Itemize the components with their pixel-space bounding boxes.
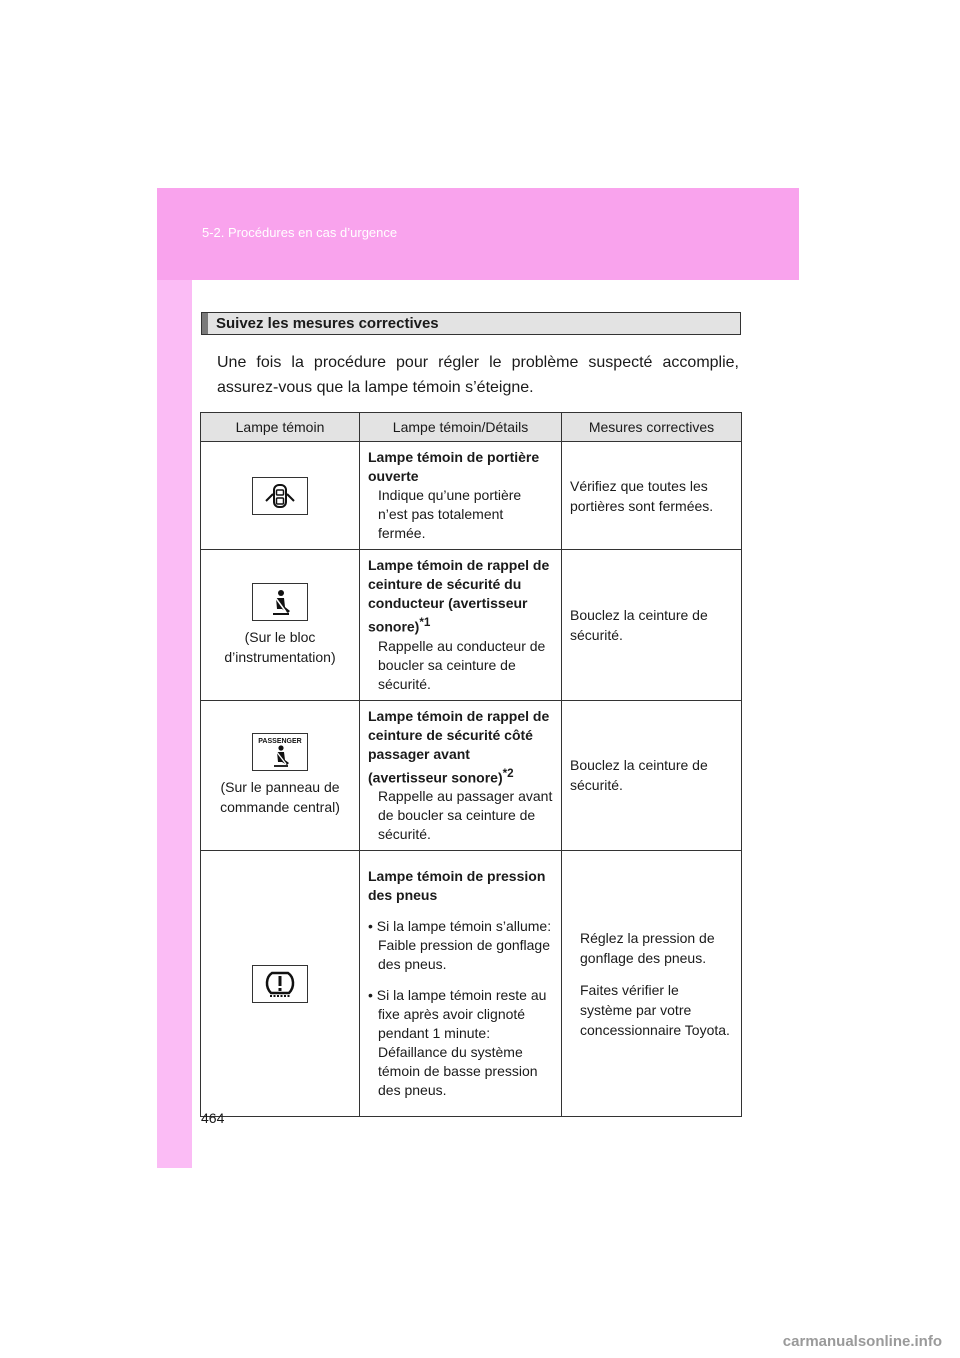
corrective-measure: Faites vérifier le système par votre concessionnaire Toyota. <box>580 981 730 1038</box>
corrective-measure: Bouclez la ceinture de sécurité. <box>570 757 708 794</box>
details-cell <box>360 442 562 550</box>
lamp-description: Rappelle au conducteur de boucler sa ceinture de sécurité. <box>378 637 546 692</box>
lamp-name <box>368 556 553 637</box>
column-header-lamp: Lampe témoin <box>201 413 360 442</box>
lamp-cell <box>201 442 360 550</box>
lamp-cell <box>201 851 360 1117</box>
corrective-measure: Réglez la pression de gonflage des pneus. <box>580 929 715 966</box>
lamp-name-text: Lampe témoin de rappel de ceinture de sécurité côté passager avant (avertisseur sonore) <box>368 707 550 786</box>
lamp-name: Lampe témoin de portière ouverte <box>368 449 540 484</box>
footnote-marker: *2 <box>502 766 514 780</box>
lamp-description: Indique qu’une portière n’est pas totalement fermée. <box>378 487 522 541</box>
lamp-cell <box>201 550 360 701</box>
condition-item: • Si la lampe témoin reste au fixe après avoir clignoté pendant 1 minute: Défaillance du système témoin de basse pression des pneus. <box>368 987 547 1099</box>
column-header-measures: Mesures correctives <box>562 413 742 442</box>
lamp-location: (Sur le panneau de commande central) <box>220 779 340 816</box>
corrective-measure: Bouclez la ceinture de sécurité. <box>570 606 708 643</box>
measure-cell <box>562 851 742 1117</box>
lamp-name <box>368 707 553 788</box>
seatbelt-icon <box>252 583 308 621</box>
table-row <box>201 851 742 1117</box>
side-band <box>157 188 192 1168</box>
warning-lamp-table <box>200 412 742 1117</box>
corrective-measure: Vérifiez que toutes les portières sont fermées. <box>570 477 714 514</box>
measure-cell <box>562 700 742 851</box>
section-title-bar <box>201 312 741 335</box>
table-row <box>201 442 742 550</box>
lamp-location: (Sur le bloc d’instrumentation) <box>224 628 336 665</box>
details-cell <box>360 851 562 1117</box>
intro-paragraph: Une fois la procédure pour régler le problème suspecté accomplie, assurez-vous que la lampe témoin s’éteigne. <box>217 354 739 396</box>
lamp-name: Lampe témoin de pression des pneus <box>368 868 546 904</box>
details-cell <box>360 550 562 701</box>
page-number: 464 <box>201 1110 225 1126</box>
lamp-name-text: Lampe témoin de rappel de ceinture de sécurité du conducteur (avertisseur sonore) <box>368 557 550 635</box>
table-row <box>201 700 742 851</box>
section-header: 5-2. Procédures en cas d’urgence <box>202 225 398 240</box>
passenger-seatbelt-icon <box>252 733 308 771</box>
condition-item: • Si la lampe témoin s’allume: Faible pression de gonflage des pneus. <box>368 918 552 973</box>
lamp-description: Rappelle au passager avant de boucler sa ceinture de sécurité. <box>378 788 553 843</box>
details-cell <box>360 700 562 851</box>
door-open-icon <box>252 477 308 515</box>
measure-cell <box>562 550 742 701</box>
lamp-cell <box>201 700 360 851</box>
table-header-row <box>201 413 742 442</box>
section-title: Suivez les mesures correctives <box>216 315 439 332</box>
footnote-marker: *1 <box>419 616 431 629</box>
tire-pressure-icon <box>252 965 308 1003</box>
measure-cell <box>562 442 742 550</box>
section-title-marker <box>202 313 208 334</box>
column-header-details: Lampe témoin/Détails <box>360 413 562 442</box>
watermark: carmanualsonline.info <box>782 1333 942 1350</box>
passenger-label: PASSENGER <box>258 738 302 746</box>
table-row <box>201 550 742 701</box>
